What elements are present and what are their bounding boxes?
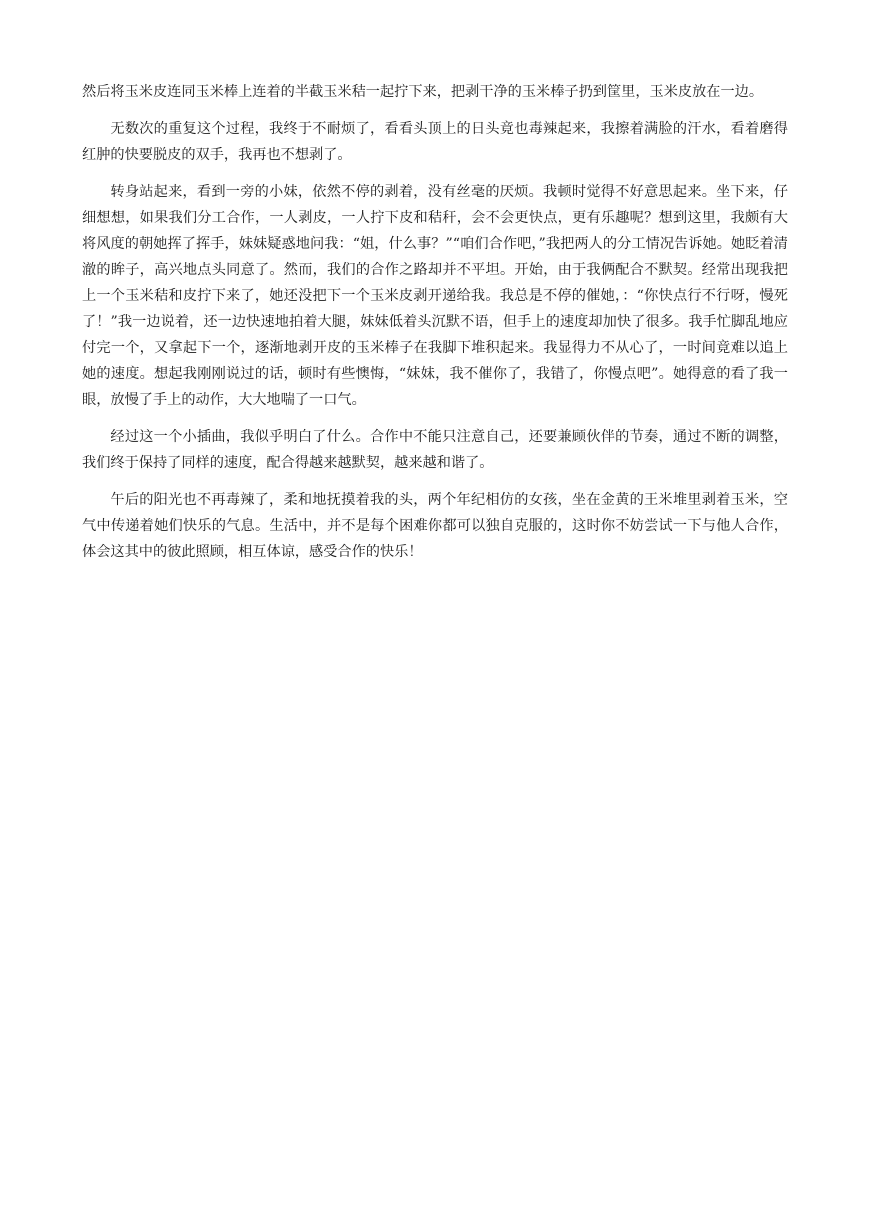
document-body [82, 79, 788, 576]
paragraph-4: 经过这一个小插曲，我似乎明白了什么。合作中不能只注意自己，还要兼顾伙伴的节奏，通过不断的调整，我们终于保持了同样的速度，配合得越来越默契，越来越和谐了。 [82, 429, 788, 471]
paragraph-5: 午后的阳光也不再毒辣了，柔和地抚摸着我的头，两个年纪相仿的女孩，坐在金黄的王米堆里剥着玉米，空气中传递着她们快乐的气息。生活中，并不是每个困难你都可以独自克服的，这时你不妨尝试一下与他人合作，体会这其中的彼此照顾，相互体谅，感受合作的快乐！ [82, 492, 788, 560]
paragraph-2: 无数次的重复这个过程，我终于不耐烦了，看看头顶上的日头竟也毒辣起来，我擦着满脸的汗水，看着磨得红肿的快要脱皮的双手，我再也不想剥了。 [82, 121, 788, 163]
paragraph-3: 转身站起来，看到一旁的小妹，依然不停的剥着，没有丝毫的厌烦。我顿时觉得不好意思起来。坐下来，仔细想想，如果我们分工合作，一人剥皮，一人拧下皮和秸秆，会不会更快点，更有乐趣呢？想到这里，我颇有大将风度的朝她挥了挥手，妹妹疑惑地问我：“姐，什么事？”“咱们合作吧，”我把两人的分工情况告诉她。她眨着清澈的眸子，高兴地点头同意了。然而，我们的合作之路却并不平坦。开始，由于我俩配合不默契。经常出现我把上一个玉米秸和皮拧下来了，她还没把下一个玉米皮剥开递给我。我总是不停的催她，：“你快点行不行呀，慢死了！”我一边说着，还一边快速地拍着大腿，妹妹低着头沉默不语，但手上的速度却加快了很多。我手忙脚乱地应付完一个，又拿起下一个，逐渐地剥开皮的玉米棒子在我脚下堆积起来。我显得力不从心了，一时间竟难以追上她的速度。想起我刚刚说过的话，顿时有些懊悔，“妹妹，我不催你了，我错了，你慢点吧”。她得意的看了我一眼，放慢了手上的动作，大大地喘了一口气。 [82, 184, 788, 408]
paragraph-1: 然后将玉米皮连同玉米棒上连着的半截玉米秸一起拧下来，把剥干净的玉米棒子扔到筐里，玉米皮放在一边。 [82, 84, 764, 100]
